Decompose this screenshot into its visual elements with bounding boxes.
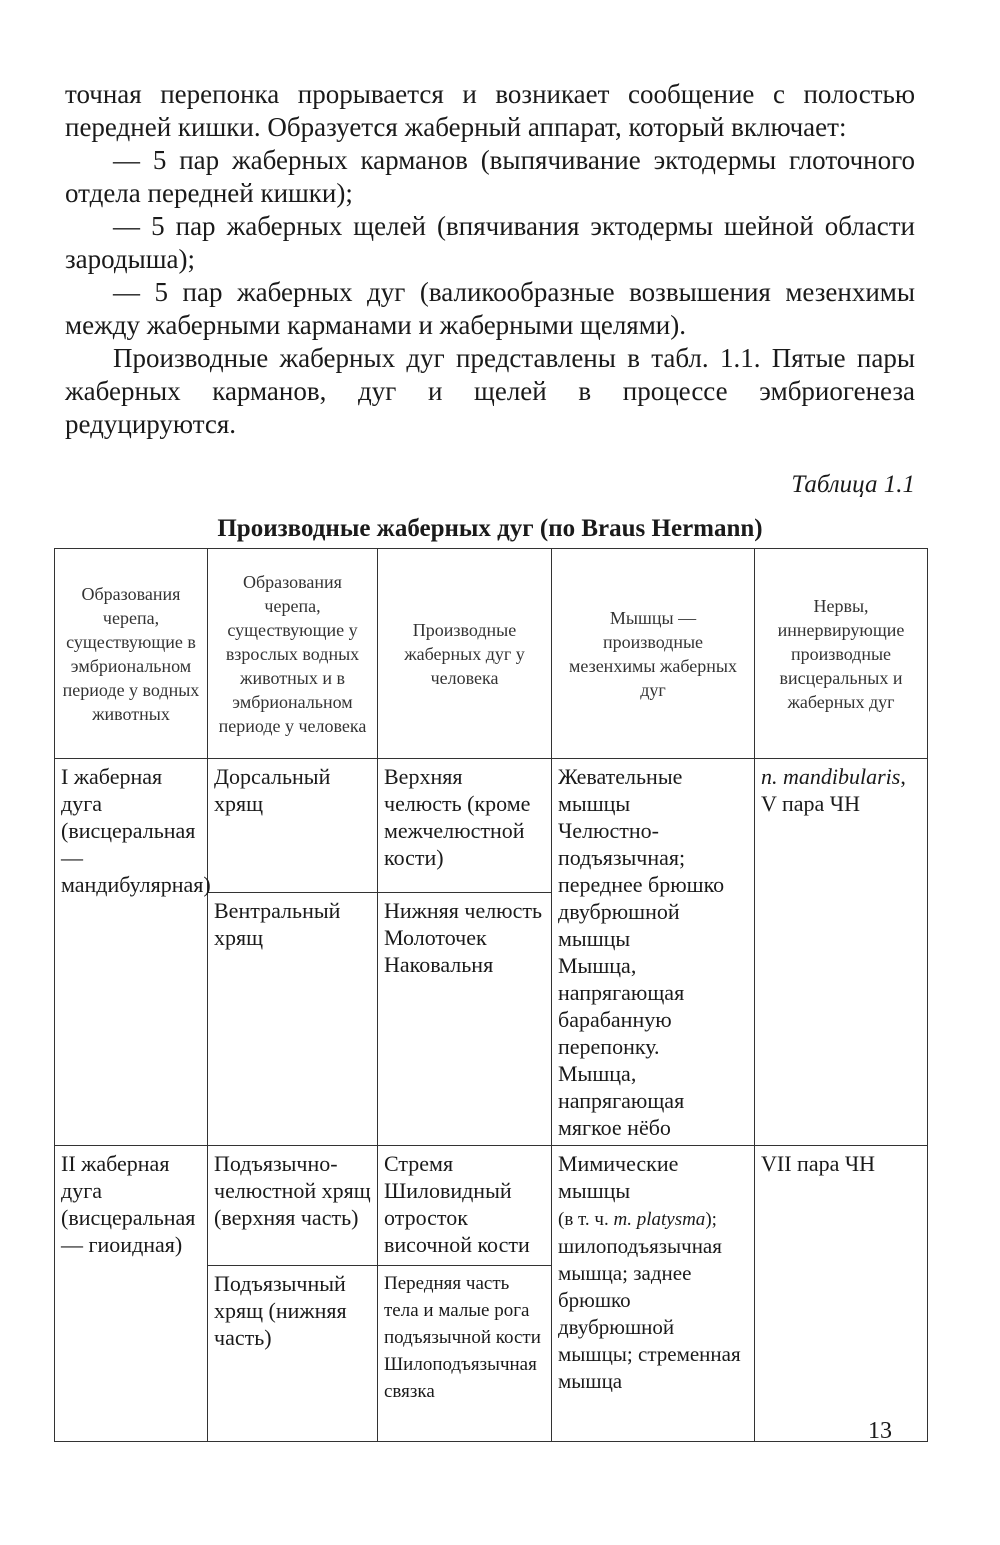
muscle-chewing: Жевательные мышцы xyxy=(558,764,683,816)
list-item-arches: — 5 пар жаберных дуг (валикообразные возвышения мезенхимы между жаберными карманами и жаберными щелями). xyxy=(65,277,915,340)
muscle-tensor-tympani: Мышца, напрягающая барабанную перепонку. xyxy=(558,953,685,1059)
styloid-process: Шиловидный отросток височной кости xyxy=(384,1178,530,1257)
header-human-derivatives: Производные жаберных дуг у человека xyxy=(378,549,552,759)
table-row xyxy=(55,1146,928,1266)
dorsal-cartilage-cell: Дорсальный хрящ xyxy=(208,759,378,893)
platysma-latin: m. platysma xyxy=(613,1209,706,1230)
arch-1-cell: I жаберная дуга (висцеральная — мандибулярная) xyxy=(55,759,208,1146)
nerve-pair: V пара ЧН xyxy=(761,791,860,816)
table-header-row xyxy=(55,549,928,759)
muscle-mylohyoid: Челюстно-подъязычная; переднее брюшко двубрюшной мышцы xyxy=(558,818,725,951)
hyoid-body: Передняя часть тела и малые рога подъязычной кости xyxy=(384,1273,541,1348)
ventral-cartilage-cell: Вентральный хрящ xyxy=(208,893,378,1146)
stapes: Стремя xyxy=(384,1151,454,1176)
paragraph-intro: точная перепонка прорывается и возникает сообщение с полостью передней кишки. Образуется жаберный аппарат, который включает: xyxy=(65,79,915,142)
hyoid-derivatives-cell xyxy=(378,1266,552,1442)
muscle-tensor-veli: Мышца, напрягающая мягкое нёбо xyxy=(558,1061,685,1140)
incus: Наковальня xyxy=(384,952,494,978)
table-label: Таблица 1.1 xyxy=(791,471,915,498)
hyomandibular-derivatives-cell xyxy=(378,1146,552,1266)
nerve-latin-name: n. mandibularis xyxy=(761,764,901,789)
platysma-prefix: (в т. ч. xyxy=(558,1209,609,1230)
malleus: Молоточек xyxy=(384,925,487,951)
list-item-slits: — 5 пар жаберных щелей (впячивания эктодермы шейной области зародыша); xyxy=(65,211,915,274)
hyoid-cartilage-cell: Подъязычный хрящ (нижняя часть) xyxy=(208,1266,378,1442)
paragraph-derivatives: Производные жаберных дуг представлены в табл. 1.1. Пятые пары жаберных карманов, дуг и щелей в процессе эмбриогенеза редуцируются. xyxy=(65,343,915,439)
list-item-pockets: — 5 пар жаберных карманов (выпячивание эктодермы глоточного отдела передней кишки); xyxy=(65,145,915,208)
dorsal-derivatives-cell: Верхняя челюсть (кроме межчелюстной кости) xyxy=(378,759,552,893)
arch-1-nerve-cell: n. mandibularis, V пара ЧН xyxy=(755,759,928,1146)
header-aquatic-embryo: Образования черепа, существующие в эмбриональном периоде у водных животных xyxy=(55,549,208,759)
header-nerves: Нервы, иннервирующие производные висцеральных и жаберных дуг xyxy=(755,549,928,759)
stylohyoid-ligament: Шилоподъязычная связка xyxy=(384,1354,537,1402)
muscle-mimic: Мимические мышцы xyxy=(558,1151,679,1203)
mandible: Нижняя челюсть xyxy=(384,898,543,924)
table-row xyxy=(55,759,928,893)
table-title: Производные жаберных дуг (по Braus Hermann) xyxy=(217,515,763,542)
platysma-suffix: ); xyxy=(705,1209,717,1230)
arch-1-muscles-cell xyxy=(552,759,755,1146)
muscle-platysma-note xyxy=(558,1209,717,1230)
header-aquatic-adult: Образования черепа, существующие у взрослых водных животных и в эмбриональном периоде у человека xyxy=(208,549,378,759)
derivatives-table xyxy=(54,548,928,1442)
header-muscles: Мышцы — производные мезенхимы жаберных дуг xyxy=(552,549,755,759)
arch-2-cell: II жаберная дуга (висцеральная — гиоидная) xyxy=(55,1146,208,1442)
arch-2-nerve-cell: VII пара ЧН xyxy=(755,1146,928,1442)
arch-2-muscles-cell xyxy=(552,1146,755,1442)
page-body xyxy=(65,78,915,559)
page-number: 13 xyxy=(868,1418,892,1444)
ventral-derivatives-cell xyxy=(378,893,552,1146)
muscle-stylohyoid: шилоподъязычная мышца; заднее брюшко двубрюшной мышцы; стременная мышца xyxy=(558,1234,741,1393)
hyomandibular-cell: Подъязычно-челюстной хрящ (верхняя часть) xyxy=(208,1146,378,1266)
